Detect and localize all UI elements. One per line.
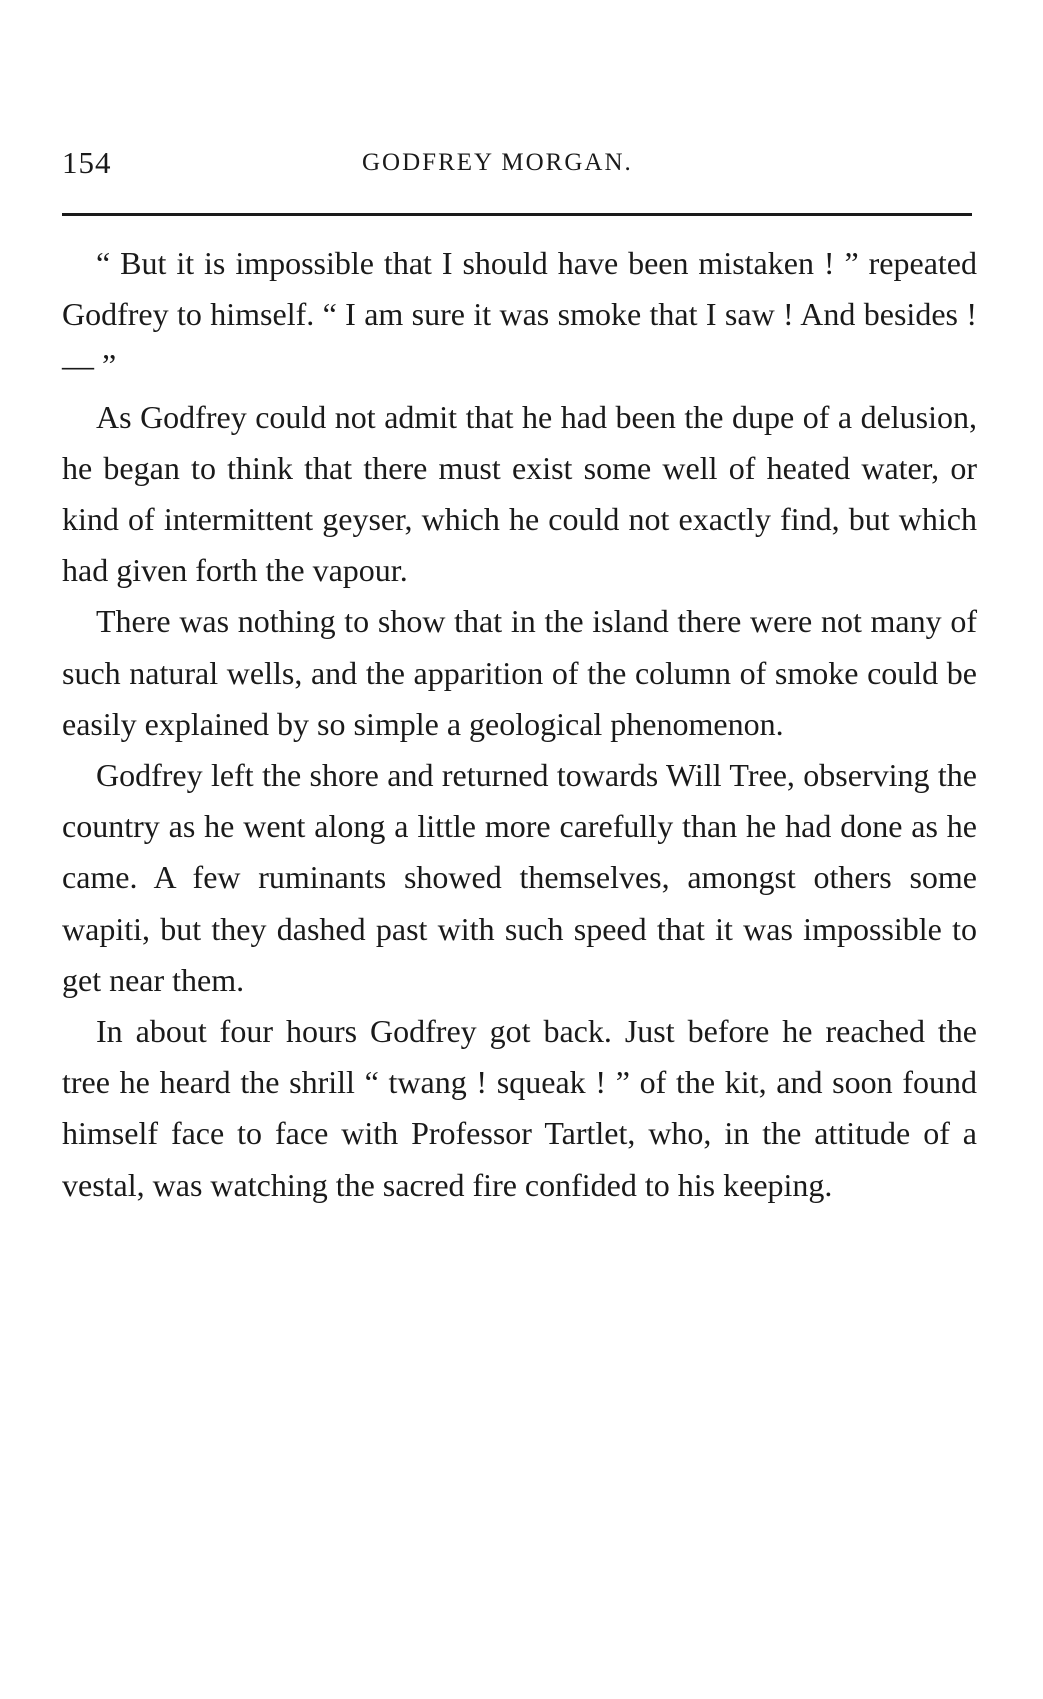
body-text: [62, 238, 977, 1211]
paragraph: Godfrey left the shore and returned towards Will Tree, observing the country as he went along a little more carefully than he had done as he came. A few ruminants showed themselves, amongst others some wapiti, but they dashed past with such speed that it was impossible to get near them.: [62, 757, 977, 998]
page-number: 154: [62, 145, 112, 180]
paragraph: There was nothing to show that in the island there were not many of such natural wells, and the apparition of the column of smoke could be easily explained by so simple a geological phenomenon.: [62, 603, 977, 742]
running-head: [62, 145, 972, 185]
paragraph: “ But it is impossible that I should have been mistaken ! ” repeated Godfrey to himself. “ I am sure it was smoke that I saw ! And besides !— ”: [62, 245, 977, 384]
paragraph: As Godfrey could not admit that he had been the dupe of a delusion, he began to think that there must exist some well of heated water, or kind of intermittent geyser, which he could not exactly find, but which had given forth the vapour.: [62, 398, 977, 589]
header-rule: [62, 213, 972, 216]
running-title: GODFREY MORGAN.: [362, 149, 633, 176]
paragraph: In about four hours Godfrey got back. Just before he reached the tree he heard the shrill “ twang ! squeak ! ” of the kit, and soon found himself face to face with Professor Tartlet, who, in the attitude of a vestal, was watching the sacred fire confided to his keeping.: [62, 1013, 977, 1203]
